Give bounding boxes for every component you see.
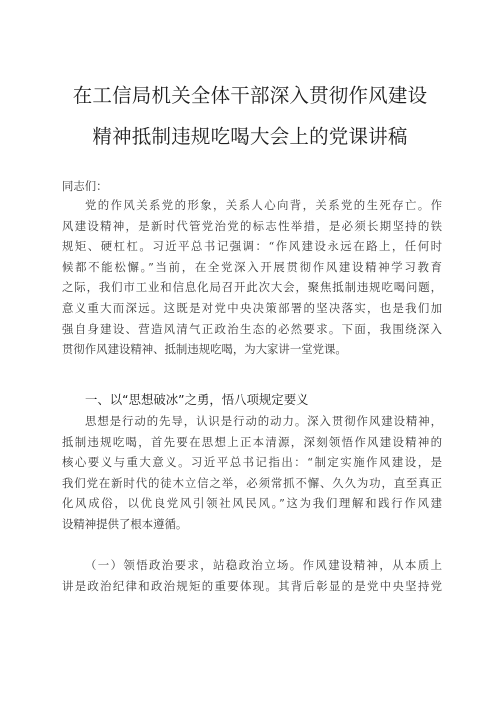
paragraph-line: 思想是行动的先导，认识是行动的动力。深入贯彻作风建设精神， [85, 414, 442, 428]
document-title-line-2: 精神抵制违规吃喝大会上的党课讲稿 [92, 125, 408, 148]
paragraph-1 [62, 195, 442, 360]
paragraph-line: 核心要义与重大意义。习近平总书记指出：“制定实施作风建设，是 [62, 455, 442, 470]
paragraph-line: 贯彻作风建设精神、抵制违规吃喝，为大家讲一堂党课。 [62, 342, 347, 357]
paragraph-line: 设精神提供了根本遵循。 [62, 516, 188, 531]
paragraph-line: 讲是政治纪律和政治规矩的重要体现。其背后彰显的是党中央坚持党 [62, 578, 442, 593]
paragraph-2 [62, 411, 442, 535]
paragraph-line: （一）领悟政治要求，站稳政治立场。作风建设精神，从本质上 [85, 558, 442, 572]
paragraph-line: 党的作风关系党的形象，关系人心向背，关系党的生死存亡。作 [85, 198, 442, 212]
paragraph-line: 抵制违规吃喝，首先要在思想上正本清源，深刻领悟作风建设精神的 [62, 434, 442, 449]
paragraph-3 [62, 555, 442, 596]
section-heading-1: 一、以“思想破冰”之勇，悟八项规定要义 [85, 392, 309, 407]
salutation: 同志们： [62, 179, 108, 193]
paragraph-line: 化风成俗，以优良党风引领社风民风。”这为我们理解和践行作风建 [62, 496, 442, 511]
paragraph-line: 我们党在新时代的徒木立信之举，必须常抓不懈、久久为功，直至真正 [62, 475, 442, 490]
paragraph-line: 风建设精神，是新时代管党治党的标志性举措，是必须长期坚持的铁 [62, 218, 442, 233]
paragraph-line: 强自身建设、营造风清气正政治生态的必然要求。下面，我围绕深入 [62, 321, 442, 336]
paragraph-line: 候都不能松懈。”当前，在全党深入开展贯彻作风建设精神学习教育 [62, 259, 442, 274]
paragraph-line: 规矩、硬杠杠。习近平总书记强调：“作风建设永远在路上，任何时 [62, 239, 442, 254]
paragraph-line: 之际，我们市工业和信息化局召开此次大会，聚焦抵制违规吃喝问题， [62, 280, 442, 295]
paragraph-line: 意义重大而深远。这既是对党中央决策部署的坚决落实，也是我们加 [62, 300, 442, 315]
document-title-line-1: 在工信局机关全体干部深入贯彻作风建设 [72, 84, 428, 107]
